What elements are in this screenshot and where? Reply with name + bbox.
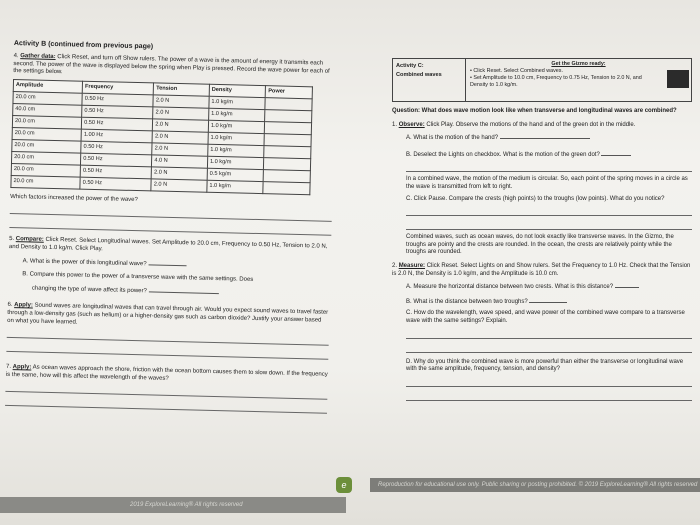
question-5b: B. Compare this power to the power of a transverse wave with the same settings. Does [22, 271, 254, 284]
activity-c-box [392, 58, 692, 102]
table-cell: 0.50 Hz [81, 117, 152, 131]
power-answer-cell[interactable] [263, 181, 310, 194]
question-1c: C. Click Pause. Compare the crests (high points) to the troughs (low points). What do you notice? [406, 195, 665, 202]
table-cell: 4.0 N [152, 155, 208, 168]
answer-blank[interactable] [500, 132, 590, 139]
question-1a: A. What is the motion of the hand? [392, 132, 692, 143]
answer-line[interactable] [406, 343, 692, 353]
power-answer-cell[interactable] [265, 121, 312, 134]
table-cell: 0.5 kg/m [207, 168, 264, 181]
answer-blank[interactable] [615, 281, 639, 288]
setup-bullet: • Set Amplitude to 10.0 cm, Frequency to 0.75 Hz, Tension to 2.0 N, and Density to 1.0 kg/m. [470, 75, 642, 88]
question-2c: C. How do the wavelength, wave speed, and wave power of the combined wave compare to a transverse wave with the same settings? Explain. [406, 310, 685, 324]
answer-line[interactable] [406, 391, 692, 401]
question-7: 7. Apply: As ocean waves approach the shore, friction with the ocean bottom causes them to slow down. If the frequency is the same, how will this affect the wavelength of the waves? [5, 364, 328, 382]
answer-line[interactable] [406, 162, 692, 172]
question-2a: A. Measure the horizontal distance between two crests. What is this distance? [392, 281, 692, 292]
question-4: 4. Gather data: Click Reset, and turn off Show rulers. The power of a wave is the amount of energy it transmits each second. The power of the wave is displayed below the spring when Play is pressed. Record the wave power for each of the settings below. [13, 52, 330, 76]
table-cell: 1.0 kg/m [207, 156, 264, 169]
table-cell: 1.00 Hz [81, 129, 152, 143]
table-cell: 0.50 Hz [82, 105, 153, 119]
table-cell: 20.0 cm [12, 127, 81, 141]
table-cell: 1.0 kg/m [208, 108, 265, 121]
footer-right: Reproduction for educational use only. Public sharing or posting prohibited. © 2019 ExploreLearning® All rights reserved [370, 478, 700, 492]
question-5: 5. Compare: Click Reset. Select Longitudinal waves. Set Amplitude to 20.0 cm, Frequency to 0.50 Hz, Tension to 2.0 N, and Density to 1.0 kg/m. Click Play. [8, 236, 328, 253]
col-frequency: Frequency [82, 81, 153, 95]
left-page [5, 40, 336, 418]
table-cell: 1.0 kg/m [208, 132, 265, 145]
col-tension: Tension [153, 83, 209, 96]
power-answer-cell[interactable] [265, 97, 312, 110]
col-amplitude: Amplitude [13, 79, 82, 93]
table-cell: 0.50 Hz [80, 177, 151, 191]
power-answer-cell[interactable] [264, 169, 311, 182]
activity-b-heading: Activity B (continued from previous page) [13, 40, 154, 51]
answer-line[interactable] [406, 206, 692, 216]
question-2d: D. Why do you think the combined wave is more powerful than either the transverse or longitudinal wave with the same amplitude, frequency, tension, and density? [406, 358, 684, 373]
table-cell: 1.0 kg/m [207, 180, 264, 193]
table-cell: 1.0 kg/m [208, 120, 265, 133]
table-cell: 0.50 Hz [80, 165, 151, 179]
table-cell: 2.0 N [152, 131, 208, 144]
answer-line[interactable] [406, 377, 692, 387]
activity-c-label: Activity C: Combined waves [393, 59, 466, 101]
power-data-table [10, 79, 313, 195]
answer-blank[interactable] [149, 285, 219, 294]
answer-blank[interactable] [529, 296, 567, 303]
gizmo-thumbnail-image [667, 70, 689, 88]
explorelearning-logo-icon: e [336, 477, 352, 493]
answer-line[interactable] [406, 329, 692, 339]
question-2: 2. Measure: Click Reset. Select Lights on and Show rulers. Set the Frequency to 1.0 Hz. Check that the Tension is 2.0 N, the Density is 1.0 kg/m, and the Amplitude is 10.0 cm. [392, 262, 691, 277]
power-answer-cell[interactable] [264, 145, 311, 158]
question-2b: B. What is the distance between two troughs? [392, 296, 692, 307]
table-cell: 2.0 N [151, 179, 207, 192]
table-cell: 2.0 N [153, 95, 209, 108]
combined-waves-note: Combined waves, such as ocean waves, do not look exactly like transverse waves. In the Gizmo, the troughs are pointy and the crests are rounded. In the ocean, the crests are relatively pointy while the troughs are rounded. [406, 234, 674, 256]
power-answer-cell[interactable] [265, 109, 312, 122]
setup-bullet: • Click Reset. Select Combined waves. [470, 68, 563, 74]
gizmo-setup [466, 59, 691, 101]
table-cell: 1.0 kg/m [209, 96, 266, 109]
table-cell: 20.0 cm [13, 91, 82, 105]
table-cell: 1.0 kg/m [208, 144, 265, 157]
table-cell: 40.0 cm [13, 103, 82, 117]
question-5b-cont: changing the type of wave affect its power? [8, 282, 330, 300]
table-cell: 0.50 Hz [81, 141, 152, 155]
gizmo-ready-heading: Get the Gizmo ready: [551, 61, 606, 67]
table-cell: 2.0 N [153, 119, 209, 132]
table-cell: 20.0 cm [11, 175, 80, 189]
answer-line[interactable] [406, 220, 692, 230]
table-cell: 20.0 cm [12, 139, 81, 153]
combined-wave-note: In a combined wave, the motion of the medium is circular. So, each point of the spring moves in a circle as the wave is transmitted from left to right. [406, 176, 688, 190]
table-cell: 2.0 N [152, 143, 208, 156]
question-6: 6. Apply: Sound waves are longitudinal waves that can travel through air. Would you expect sound waves to travel faster through a low-density gas (such as helium) or a higher-density gas such as carbon dioxide? Justify your answer based on what you have learned. [7, 302, 329, 326]
power-answer-cell[interactable] [264, 133, 311, 146]
table-cell: 20.0 cm [11, 151, 80, 165]
which-factors-question: Which factors increased the power of the wave? [10, 193, 138, 203]
table-cell: 2.0 N [153, 107, 209, 120]
table-cell: 20.0 cm [11, 163, 80, 177]
answer-blank[interactable] [148, 258, 186, 266]
right-page [392, 58, 692, 405]
table-cell: 0.50 Hz [82, 93, 153, 107]
table-cell: 0.50 Hz [81, 153, 152, 167]
question-5a: A. What is the power of this longitudinal wave? [8, 254, 330, 272]
question-1: 1. Observe: Click Play. Observe the motions of the hand and of the green dot in the middle. [392, 121, 636, 128]
col-power: Power [266, 85, 313, 98]
table-cell: 20.0 cm [12, 115, 81, 129]
answer-blank[interactable] [601, 149, 631, 156]
activity-question: Question: What does wave motion look like when transverse and longitudinal waves are combined? [392, 108, 677, 114]
table-cell: 2.0 N [151, 167, 207, 180]
col-density: Density [209, 84, 266, 97]
footer-left: 2019 ExploreLearning® All rights reserved [0, 497, 346, 513]
question-1b: B. Deselect the Lights on checkbox. What is the motion of the green dot? [392, 149, 692, 160]
power-answer-cell[interactable] [264, 157, 311, 170]
